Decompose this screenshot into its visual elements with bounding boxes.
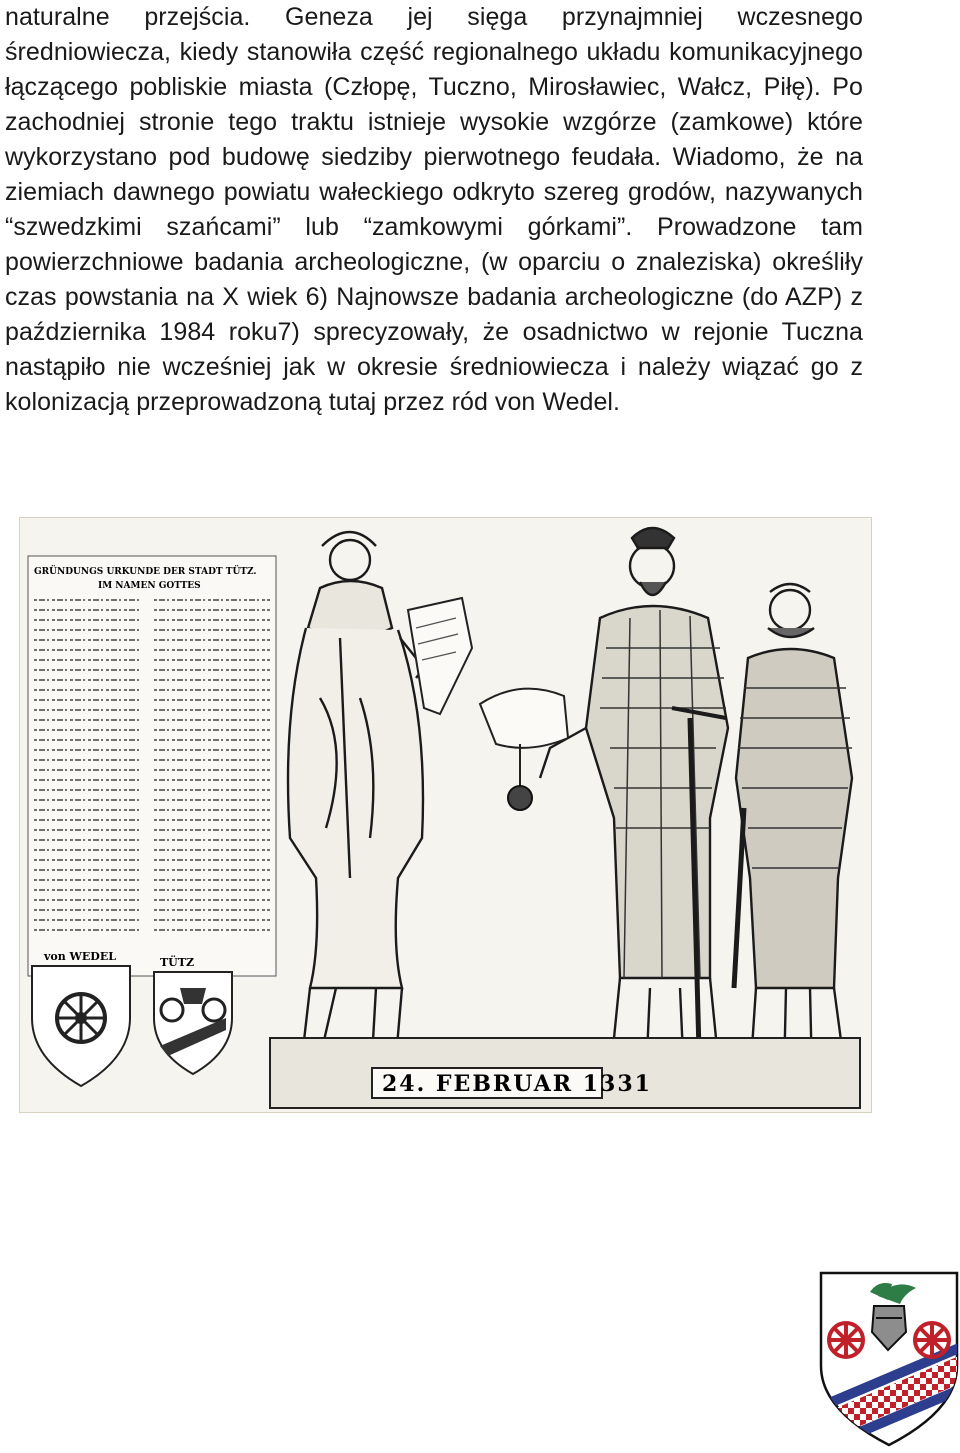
charter-subheading: IM NAMEN GOTTES xyxy=(98,581,201,591)
charter-heading: GRÜNDUNGS URKUNDE DER STADT TÜTZ. xyxy=(34,567,257,577)
coat-of-arms-tuczno-icon xyxy=(818,1270,960,1448)
held-charter xyxy=(408,598,472,714)
shield-von-wedel-label: von WEDEL xyxy=(44,950,116,963)
figure-knight xyxy=(540,528,728,1088)
historical-illustration xyxy=(19,517,872,1113)
shield-von-wedel xyxy=(32,950,130,1086)
wheel-icon xyxy=(915,1323,949,1357)
illustration-drawing xyxy=(20,518,872,1113)
wax-seal-icon xyxy=(508,786,532,810)
shield-tutz-label: TÜTZ xyxy=(160,956,194,969)
wheel-icon xyxy=(829,1323,863,1357)
date-banner: 24. FEBRUAR 1331 xyxy=(382,1071,652,1097)
body-paragraph: naturalne przejścia. Geneza jej sięga przynajmniej wczesnego średniowiecza, kiedy stanowiła część regionalnego układu komunikacyjnego łączącego pobliskie miasta (Człopę, Tuczno, Mirosławiec, Wałcz, Piłę). Po zachodniej stronie tego traktu istnieje wysokie wzgórze (zamkowe) które wykorzystano pod budowę siedziby pierwotnego feudała. Wiadomo, że na ziemiach dawnego powiatu wałeckiego odkryto szereg grodów, nazywanych “szwedzkimi szańcami” lub “zamkowymi górkami”. Prowadzone tam powierzchniowe badania archeologiczne, (w oparciu o znaleziska) określiły czas powstania na X wiek 6) Najnowsze badania archeologiczne (do AZP) z października 1984 roku7) sprecyzowały, że osadnictwo w rejonie Tuczna nastąpiło nie wcześniej jak w okresie średniowiecza i należy wiązać go z kolonizacją przeprowadzoną tutaj przez ród von Wedel. xyxy=(5,3,863,416)
shield-tutz xyxy=(154,955,232,1074)
seal-cloth xyxy=(480,689,568,810)
figure-official xyxy=(288,532,424,1058)
charter-document xyxy=(28,556,276,976)
figure-knight-second xyxy=(734,584,852,1078)
